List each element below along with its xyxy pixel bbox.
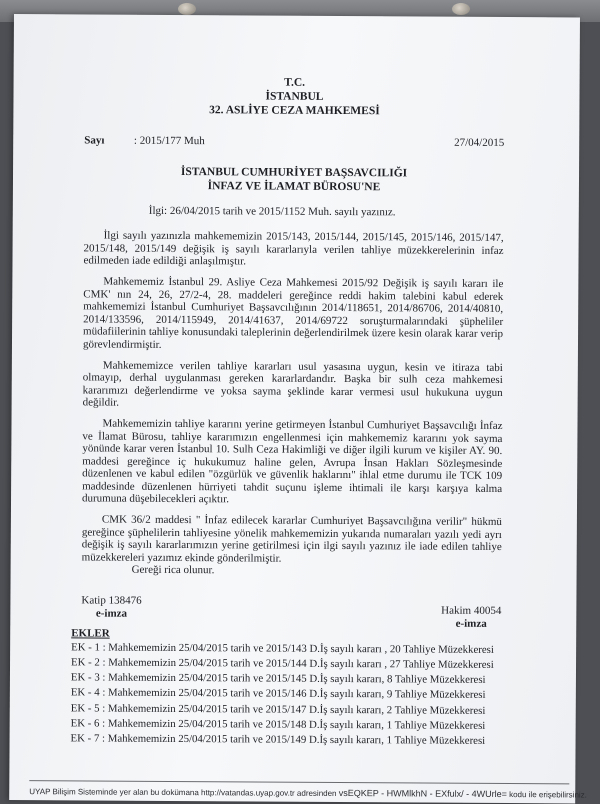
recipient-line-2: İNFAZ VE İLAMAT BÜROSU'NE — [207, 179, 381, 193]
paragraph-5: CMK 36/2 maddesi " İnfaz edilecek kararlar Cumhuriyet Başsavcılığına verilir" hükmü gereğince şüphelilerin tahliyesine yönelik mahkememizin yukarıda numaraları yazılı yedi ayrı değişik iş sayılı kararlarımızın yerine getirilmesi için ilgi sayılı yazınız ile iade edilen tahliye müzekkereleri yazımız ekinde gönderilmiştir. — [81, 513, 502, 565]
footer-access-code: vsEQKEP - HWMlkhN - EXfulx/ - 4WUrle= — [338, 787, 507, 800]
footer-text: UYAP Bilişim Sisteminde yer alan bu dokümana http://vatandas.uyap.gov.tr adresinden — [29, 787, 337, 798]
pushpin-icon — [452, 3, 470, 15]
uyap-footer — [29, 780, 587, 800]
hakim-name: Hakim 40054 — [441, 604, 502, 618]
letterhead-court: 32. ASLİYE CEZA MAHKEMESİ — [209, 104, 380, 118]
paragraph-2: Mahkememiz İstanbul 29. Asliye Ceza Mahkemesi 2015/92 Değişik iş sayılı kararı ile CMK' nın 24, 26, 27/2-4, 28. maddeleri gereğince reddi hakim talebini kabul ederek mahkememizi İstanbul Cumhuriyet Başsavcılığının 2014/118651, 2014/86706, 2014/40810, 2014/133596, 2014/115949, 2014/41637, 2014/69722 soruşturmalarındaki şüpheliler müdafiilerinin tahliye konusundaki taleplerinin değerlendirilmek üzere kesin olarak karar verip görevlendirmiştir. — [82, 275, 504, 351]
hakim-signature — [441, 597, 501, 631]
ekler-item: EK - 7 : Mahkememizin 25/04/2015 tarih ve 2015/149 D.İş sayılı kararı, 1 Tahliye Müzekkeresi — [70, 732, 486, 747]
ekler-item: EK - 2 : Mahkememizin 25/04/2015 tarih ve 2015/144 D.İş sayılı kararı , 27 Tahliye Müzekkeresi — [71, 656, 494, 671]
signature-block — [81, 594, 501, 630]
katip-name: Katip 138476 — [81, 594, 142, 607]
ekler-item: EK - 1 : Mahkememizin 25/04/2015 tarih ve 2015/143 D.İş sayılı kararı , 20 Tahliye Müzekkeresi — [71, 641, 494, 656]
pushpin-icon — [178, 3, 196, 15]
paragraph-4: Mahkememizin tahliye kararını yerine getirmeyen İstanbul Cumhuriyet Başsavcılığı İnfaz ve İlamat Bürosu, tahliye kararımızın engellenmesi için mahkememiz kararını yok sayma yönünde karar veren İstanbul 10. Sulh Ceza Hakimliği ve diğer ilgili kurum ve kişiler AY. 90. maddesi gereğince iç hukukumuz haline gelen, Avrupa İnsan Hakları Sözleşmesinde düzenlenen ve kabul edilen "özgürlük ve güvenlik haklarını" ihlal etme durumu ile TCK 109 maddesinde düzenlenen hürriyeti tahdit suçunu işleme ihtimali ile karşı karşıya kalma durumuna düşebilecekleri açıktır. — [82, 417, 503, 506]
recipient-line-1: İSTANBUL CUMHURİYET BAŞSAVCILIĞI — [180, 165, 408, 179]
letterhead-city: İSTANBUL — [265, 90, 324, 103]
ilgi-line: İlgi: 26/04/2015 tarih ve 2015/1152 Muh. sayılı yazınız. — [148, 204, 396, 218]
hakim-eimza: e-imza — [455, 617, 487, 630]
reference-label: Sayı — [84, 134, 105, 147]
ekler-item: EK - 5 : Mahkememizin 25/04/2015 tarih ve 2015/147 D.İş sayılı kararı, 2 Tahliye Müzekkeresi — [70, 701, 486, 717]
closing-line: Gereği rica olunur. — [131, 564, 215, 577]
letterhead-tc: T.C. — [284, 76, 306, 89]
ekler-title: EKLER — [71, 627, 110, 640]
reference-date: 27/04/2015 — [454, 136, 505, 149]
ekler-item: EK - 6 : Mahkememizin 25/04/2015 tarih ve 2015/148 D.İş sayılı kararı, 1 Tahliye Müzekkeresi — [70, 717, 486, 732]
ekler-item: EK - 3 : Mahkememizin 25/04/2015 tarih ve 2015/145 D.İş sayılı kararı, 8 Tahliye Müzekkeresi — [70, 671, 486, 687]
katip-signature — [81, 594, 141, 628]
recipient — [84, 164, 504, 195]
ekler-item: EK - 4 : Mahkememizin 25/04/2015 tarih ve 2015/146 D.İş sayılı kararı, 9 Tahliye Müzekkeresi — [70, 686, 486, 702]
letterhead — [84, 74, 504, 119]
document-sheet — [9, 14, 587, 803]
katip-eimza: e-imza — [95, 607, 128, 620]
footer-suffix: kodu ile erişebilirsiniz. — [509, 790, 587, 800]
paragraph-1: İlgi sayılı yazınızla mahkememizin 2015/143, 2015/144, 2015/145, 2015/146, 2015/147, 2015/148, 2015/149 değişik iş sayılı kararlarıyla verilen tahliye müzekkerelerinin infaz edilmeden iade edildiği anlaşılmıştır. — [83, 229, 504, 268]
document-body — [70, 74, 505, 749]
ekler-section — [71, 628, 502, 750]
paragraph-3: Mahkememizce verilen tahliye kararları usul yasasına uygun, kesin ve itiraza tabi olmayıp, derhal uygulanması gereken kararlardandır. Başka bir sulh ceza mahkemesi kararımızı değerlendirme ve yoksa sayma şeklinde karar vermesi usul hukukuna uygun değildir. — [82, 359, 503, 409]
reference-number: : 2015/177 Muh — [133, 134, 205, 148]
